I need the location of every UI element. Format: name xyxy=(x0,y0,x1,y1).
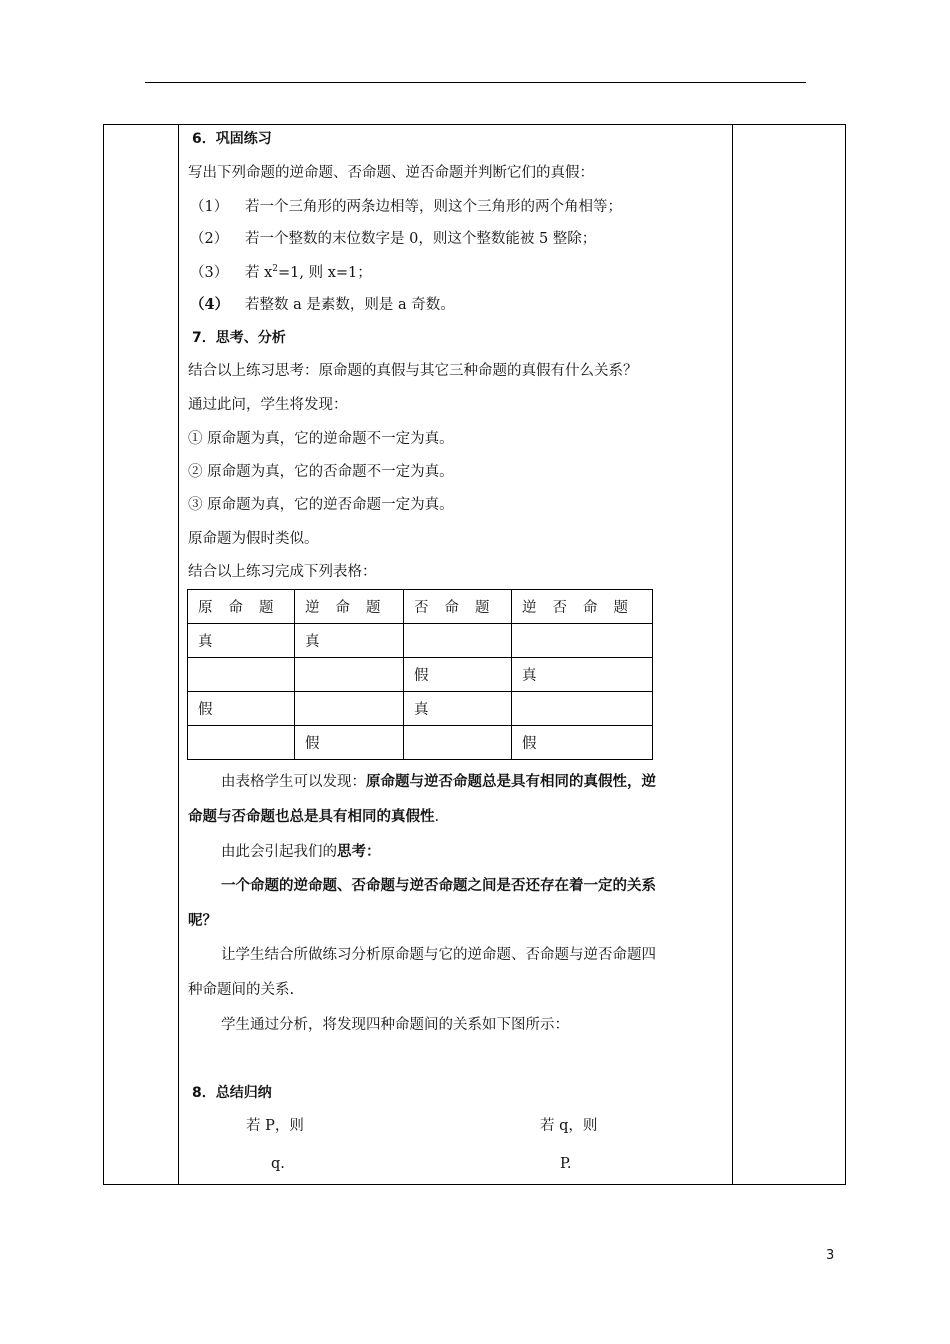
question-line2: 呢？ xyxy=(188,912,217,929)
header-rule xyxy=(145,82,806,83)
table-row xyxy=(188,624,653,658)
section-7-line: 结合以上练习完成下列表格： xyxy=(188,564,377,580)
table-cell: 真 xyxy=(188,624,295,658)
conclusion-paragraph-line1: 由表格学生可以发现：原命题与逆否命题总是具有相同的真假性，逆 xyxy=(221,773,656,790)
analysis-line1: 让学生结合所做练习分析原命题与它的逆命题、否命题与逆否命题四 xyxy=(221,947,656,963)
right-column-divider xyxy=(732,124,733,1185)
analysis-line2: 种命题间的关系. xyxy=(188,982,295,998)
right-underline xyxy=(528,1184,615,1185)
section-7-title: 7．思考、分析 xyxy=(192,330,286,346)
exercise-2-text: 若一个整数的末位数字是 0，则这个整数能被 5 整除； xyxy=(245,231,597,247)
exercise-1-number: （1） xyxy=(190,199,229,215)
truth-value-table xyxy=(187,589,653,760)
section-8-title: 8．总结归纳 xyxy=(192,1085,272,1101)
table-cell xyxy=(404,624,512,658)
exercise-3-text: 若 $x^2=1$, 则 x=1； xyxy=(245,264,372,281)
question-line1: 一个命题的逆命题、否命题与逆否命题之间是否还存在着一定的关系 xyxy=(221,877,656,894)
exercise-1-text: 若一个三角形的两条边相等，则这个三角形的两个角相等； xyxy=(245,199,622,215)
table-cell xyxy=(404,726,512,760)
section-7-line: ② 原命题为真，它的否命题不一定为真。 xyxy=(188,464,454,480)
left-column-divider xyxy=(178,124,179,1185)
exercise-4-text: 若整数 a 是素数，则是 a 奇数。 xyxy=(245,297,455,313)
table-cell xyxy=(295,658,404,692)
table-header-cell: 原命题 xyxy=(188,590,295,624)
table-header-cell: 逆命题 xyxy=(295,590,404,624)
table-header-row xyxy=(188,590,653,624)
original-proposition-conclusion: q. xyxy=(271,1156,285,1172)
page-number: 3 xyxy=(826,1248,835,1263)
section-6-title: 6．巩固练习 xyxy=(192,131,272,147)
table-cell xyxy=(188,726,295,760)
table-row xyxy=(188,692,653,726)
table-cell xyxy=(188,658,295,692)
table-cell: 假 xyxy=(188,692,295,726)
table-cell: 真 xyxy=(404,692,512,726)
table-cell xyxy=(512,692,653,726)
table-header-cell: 逆否命题 xyxy=(512,590,653,624)
table-cell: 假 xyxy=(512,726,653,760)
table-row xyxy=(188,658,653,692)
section-6-intro: 写出下列命题的逆命题、否命题、逆否命题并判断它们的真假： xyxy=(188,165,594,181)
table-cell: 假 xyxy=(404,658,512,692)
left-underline xyxy=(236,1184,318,1185)
exercise-2-number: （2） xyxy=(190,231,229,247)
section-7-line: 结合以上练习思考：原命题的真假与其它三种命题的真假有什么关系？ xyxy=(188,363,638,379)
section-7-line: ③ 原命题为真，它的逆否命题一定为真。 xyxy=(188,497,454,513)
converse-proposition-label: 若 q，则 xyxy=(540,1118,598,1134)
section-7-line: 通过此问，学生将发现： xyxy=(188,397,348,413)
section-7-line: 原命题为假时类似。 xyxy=(188,531,319,547)
table-cell xyxy=(512,624,653,658)
figure-intro: 学生通过分析，将发现四种命题间的关系如下图所示： xyxy=(221,1017,569,1033)
conclusion-paragraph-line2: 命题与否命题也总是具有相同的真假性. xyxy=(188,808,440,825)
table-cell: 真 xyxy=(295,624,404,658)
converse-proposition-conclusion: P. xyxy=(560,1156,572,1172)
table-cell: 假 xyxy=(295,726,404,760)
table-cell: 真 xyxy=(512,658,653,692)
table-cell xyxy=(295,692,404,726)
table-row xyxy=(188,726,653,760)
thinking-prompt: 由此会引起我们的思考： xyxy=(221,843,381,860)
original-proposition-label: 若 P，则 xyxy=(246,1118,304,1134)
section-7-line: ① 原命题为真，它的逆命题不一定为真。 xyxy=(188,431,454,447)
exercise-4-number: （4） xyxy=(190,296,230,313)
table-header-cell: 否命题 xyxy=(404,590,512,624)
exercise-3-number: （3） xyxy=(190,265,229,281)
